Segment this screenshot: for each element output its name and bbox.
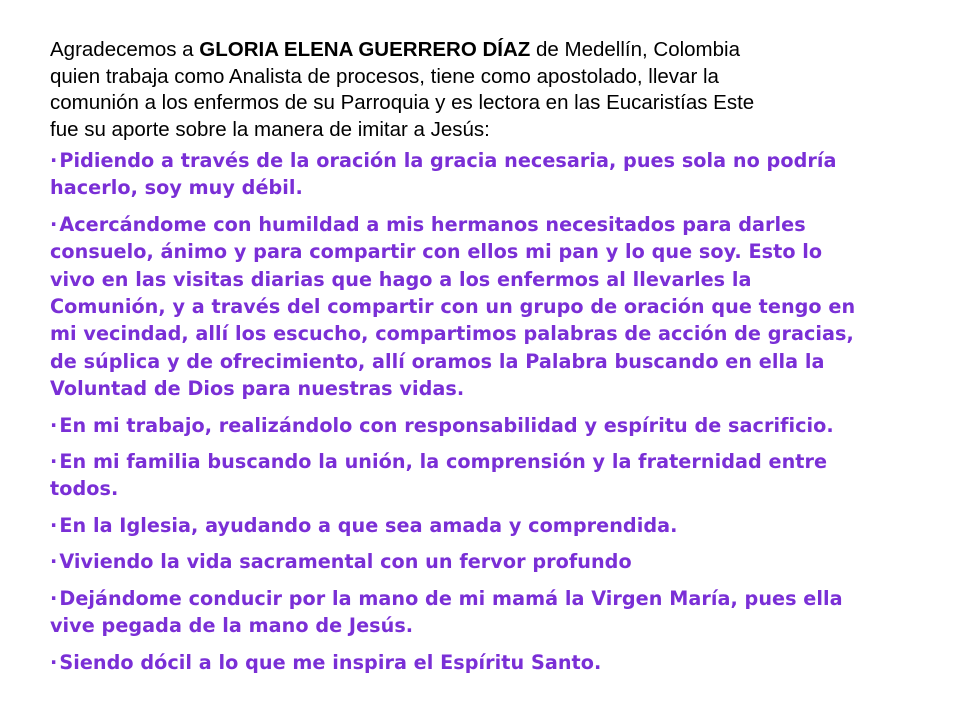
intro-paragraph: [50, 37, 930, 143]
bullet-line: [50, 412, 930, 439]
bullet-text: Dejándome conducir por la mano de mi mamá la Virgen María, pues ella: [59, 586, 843, 610]
bullet-item: [50, 512, 930, 539]
bullet-item: [50, 412, 930, 439]
bullet-line: [50, 512, 930, 539]
bullet-item: [50, 448, 930, 503]
bullet-dot-icon: ·: [50, 450, 58, 474]
bullet-list: [50, 147, 930, 676]
bullet-item: [50, 548, 930, 575]
bullet-line: consuelo, ánimo y para compartir con ellos mi pan y lo que soy. Esto lo: [50, 240, 823, 264]
bullet-text: En mi familia buscando la unión, la comprensión y la fraternidad entre: [59, 450, 828, 474]
intro-prefix: Agradecemos a: [50, 38, 200, 61]
bullet-text: Siendo dócil a lo que me inspira el Espíritu Santo.: [59, 650, 602, 674]
bullet-dot-icon: ·: [50, 550, 58, 574]
bullet-text: Pidiendo a través de la oración la gracia necesaria, pues sola no podría: [59, 149, 837, 172]
bullet-line: [50, 649, 930, 676]
bullet-dot-icon: ·: [50, 586, 58, 610]
bullet-line: Voluntad de Dios para nuestras vidas.: [50, 377, 465, 401]
intro-line-4: fue su aporte sobre la manera de imitar a Jesús:: [50, 117, 490, 141]
bullet-line: [50, 448, 930, 475]
bullet-item: [50, 585, 930, 640]
intro-line-1: [50, 37, 930, 64]
bullet-text: En la Iglesia, ayudando a que sea amada y comprendida.: [59, 513, 678, 537]
bullet-dot-icon: ·: [50, 650, 58, 674]
bullet-line: [50, 147, 930, 174]
intro-rest: de Medellín, Colombia: [530, 38, 740, 61]
bullet-line: todos.: [50, 477, 119, 501]
bullet-line: de súplica y de ofrecimiento, allí oramos la Palabra buscando en ella la: [50, 349, 825, 373]
bullet-dot-icon: ·: [50, 212, 58, 236]
bullet-dot-icon: ·: [50, 413, 58, 437]
bullet-item: [50, 649, 930, 676]
bullet-line: hacerlo, soy muy débil.: [50, 176, 303, 200]
bullet-dot-icon: ·: [50, 149, 58, 172]
bullet-text: Viviendo la vida sacramental con un fervor profundo: [59, 550, 632, 574]
bullet-line: [50, 548, 930, 575]
bullet-item: [50, 211, 930, 403]
bullet-dot-icon: ·: [50, 513, 58, 537]
intro-line-2: quien trabaja como Analista de procesos, tiene como apostolado, llevar la: [50, 64, 719, 88]
bullet-line: vive pegada de la mano de Jesús.: [50, 614, 414, 638]
bullet-text: Acercándome con humildad a mis hermanos necesitados para darles: [59, 212, 806, 236]
bullet-line: [50, 585, 930, 612]
intro-line-3: comunión a los enfermos de su Parroquia y es lectora en las Eucaristías Este: [50, 91, 755, 114]
document-page: [50, 37, 930, 685]
bullet-line: vivo en las visitas diarias que hago a los enfermos al llevarles la: [50, 267, 752, 291]
bullet-item: [50, 147, 930, 202]
bullet-text: En mi trabajo, realizándolo con responsabilidad y espíritu de sacrificio.: [59, 413, 834, 437]
bullet-line: mi vecindad, allí los escucho, compartimos palabras de acción de gracias,: [50, 322, 854, 346]
honoree-name: GLORIA ELENA GUERRERO DÍAZ: [199, 38, 531, 61]
bullet-line: [50, 211, 930, 238]
bullet-line: Comunión, y a través del compartir con un grupo de oración que tengo en: [50, 295, 856, 319]
